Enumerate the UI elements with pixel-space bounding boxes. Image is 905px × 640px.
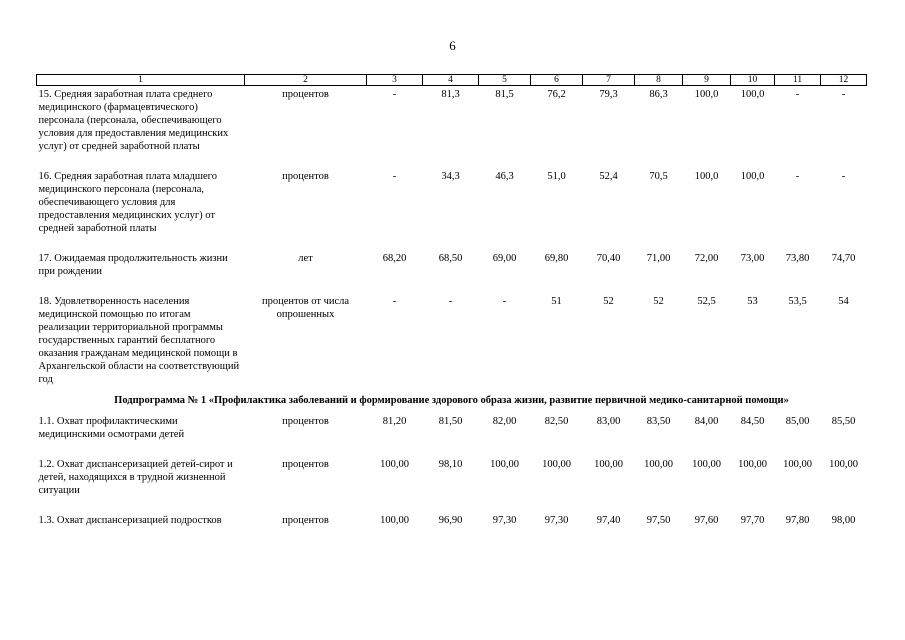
indicator-value: 52,5 — [697, 296, 716, 307]
indicator-value: 69,80 — [544, 253, 569, 264]
column-number: 3 — [367, 75, 423, 86]
row-spacer — [37, 443, 867, 456]
indicator-value: 98,00 — [831, 515, 856, 526]
column-number: 5 — [479, 75, 531, 86]
indicator-value: 70,40 — [596, 253, 621, 264]
column-number: 8 — [635, 75, 683, 86]
indicator-value: - — [841, 171, 846, 182]
indicator-value: 97,70 — [740, 515, 765, 526]
indicator-value: - — [448, 296, 453, 307]
indicator-value: - — [392, 171, 397, 182]
indicator-value: 100,00 — [829, 459, 858, 470]
indicator-value: 100,00 — [644, 459, 673, 470]
indicator-value: - — [502, 296, 507, 307]
indicator-name: 15. Средняя заработная плата среднего медицинского (фармацевтического) персонала (персонала, обеспечивающего условия для предоставления медицинских услуг) от средней заработной платы — [38, 89, 229, 152]
indicator-value: 100,0 — [694, 89, 719, 100]
indicator-value: 68,50 — [438, 253, 463, 264]
row-spacer — [37, 280, 867, 293]
indicator-value: 81,5 — [495, 89, 514, 100]
indicator-value: 97,50 — [646, 515, 671, 526]
indicator-name: 18. Удовлетворенность населения медицинской помощью по итогам реализации территориальной программы государственных гарантий бесплатного оказания гражданам медицинской помощи в Архангельской области на соответствующий год — [38, 296, 240, 385]
indicator-unit: лет — [298, 253, 313, 264]
indicator-value: 100,00 — [783, 459, 812, 470]
indicator-value: 96,90 — [438, 515, 463, 526]
indicator-value: 97,40 — [596, 515, 621, 526]
indicator-value: 73,00 — [740, 253, 765, 264]
indicator-value: 69,00 — [492, 253, 517, 264]
indicator-value: 100,00 — [692, 459, 721, 470]
subprogram-section — [37, 388, 867, 413]
indicator-unit: процентов — [282, 515, 329, 526]
column-number: 4 — [423, 75, 479, 86]
indicators-bottom — [37, 413, 867, 529]
column-number: 10 — [731, 75, 775, 86]
indicator-value: - — [841, 89, 846, 100]
indicator-value: 100,0 — [740, 89, 765, 100]
indicator-value: 85,00 — [785, 416, 810, 427]
indicator-value: 98,10 — [438, 459, 463, 470]
column-number: 2 — [245, 75, 367, 86]
indicator-value: 100,00 — [542, 459, 571, 470]
indicator-value: 100,00 — [380, 515, 409, 526]
indicator-value: 76,2 — [547, 89, 566, 100]
indicator-value: 82,50 — [544, 416, 569, 427]
indicator-value: 81,50 — [438, 416, 463, 427]
indicator-value: - — [795, 171, 800, 182]
indicator-value: 97,60 — [694, 515, 719, 526]
indicator-value: 71,00 — [646, 253, 671, 264]
indicator-value: 70,5 — [649, 171, 668, 182]
indicator-unit: процентов — [282, 89, 329, 100]
indicator-value: 82,00 — [492, 416, 517, 427]
indicator-value: 73,80 — [785, 253, 810, 264]
indicator-value: 100,00 — [490, 459, 519, 470]
indicator-value: - — [392, 89, 397, 100]
subprogram-title: Подпрограмма № 1 «Профилактика заболеваний и формирование здорового образа жизни, развитие первичной медико-санитарной помощи» — [114, 395, 789, 406]
table-row — [37, 293, 867, 388]
row-spacer-cell — [37, 499, 867, 512]
indicator-value: 100,0 — [740, 171, 765, 182]
indicator-value: 34,3 — [441, 171, 460, 182]
table-row — [37, 250, 867, 280]
row-spacer-cell — [37, 280, 867, 293]
row-spacer-cell — [37, 237, 867, 250]
indicator-value: 74,70 — [831, 253, 856, 264]
indicator-value: 52 — [603, 296, 614, 307]
indicator-value: - — [392, 296, 397, 307]
indicator-value: 83,50 — [646, 416, 671, 427]
indicator-value: - — [795, 89, 800, 100]
row-spacer — [37, 499, 867, 512]
indicator-value: 84,00 — [694, 416, 719, 427]
indicator-value: 84,50 — [740, 416, 765, 427]
indicator-value: 53 — [747, 296, 758, 307]
column-number: 1 — [37, 75, 245, 86]
row-spacer-cell — [37, 443, 867, 456]
table-row — [37, 456, 867, 499]
table-row — [37, 413, 867, 443]
indicator-name: 1.3. Охват диспансеризацией подростков — [38, 515, 222, 526]
column-number: 6 — [531, 75, 583, 86]
indicator-value: 100,00 — [594, 459, 623, 470]
table-row — [37, 512, 867, 529]
indicator-value: 46,3 — [495, 171, 514, 182]
indicator-name: 1.2. Охват диспансеризацией детей-сирот и детей, находящихся в трудной жизненной ситуации — [38, 459, 233, 496]
indicator-value: 85,50 — [831, 416, 856, 427]
subprogram-row — [37, 388, 867, 413]
indicators-table — [36, 74, 867, 529]
column-number: 12 — [821, 75, 867, 86]
column-number: 7 — [583, 75, 635, 86]
page-number: 6 — [449, 38, 456, 53]
indicator-name: 16. Средняя заработная плата младшего медицинского персонала (персонала, обеспечивающего условия для предоставления медицинских услуг) от средней заработной платы — [38, 171, 217, 234]
indicator-value: 97,30 — [492, 515, 517, 526]
indicator-value: 79,3 — [599, 89, 618, 100]
indicator-value: 52 — [653, 296, 664, 307]
table-row — [37, 168, 867, 237]
indicator-value: 81,20 — [382, 416, 407, 427]
column-number: 9 — [683, 75, 731, 86]
indicator-value: 97,80 — [785, 515, 810, 526]
indicator-value: 81,3 — [441, 89, 460, 100]
indicator-value: 97,30 — [544, 515, 569, 526]
table-row — [37, 86, 867, 156]
row-spacer — [37, 237, 867, 250]
indicator-unit: процентов от числа опрошенных — [261, 296, 350, 320]
indicator-value: 100,00 — [380, 459, 409, 470]
column-number-row — [37, 75, 867, 86]
indicator-value: 68,20 — [382, 253, 407, 264]
indicator-value: 51,0 — [547, 171, 566, 182]
indicator-value: 72,00 — [694, 253, 719, 264]
row-spacer-cell — [37, 155, 867, 168]
indicator-unit: процентов — [282, 459, 329, 470]
indicator-name: 17. Ожидаемая продолжительность жизни при рождении — [38, 253, 228, 277]
indicator-value: 53,5 — [788, 296, 807, 307]
indicator-value: 100,00 — [738, 459, 767, 470]
indicator-name: 1.1. Охват профилактическими медицинскими осмотрами детей — [38, 416, 185, 440]
indicator-value: 51 — [551, 296, 562, 307]
indicator-value: 52,4 — [599, 171, 618, 182]
indicator-value: 83,00 — [596, 416, 621, 427]
indicator-unit: процентов — [282, 416, 329, 427]
column-number: 11 — [775, 75, 821, 86]
indicator-value: 86,3 — [649, 89, 668, 100]
indicator-unit: процентов — [282, 171, 329, 182]
indicators-top — [37, 86, 867, 389]
indicator-value: 54 — [838, 296, 849, 307]
row-spacer — [37, 155, 867, 168]
indicator-value: 100,0 — [694, 171, 719, 182]
